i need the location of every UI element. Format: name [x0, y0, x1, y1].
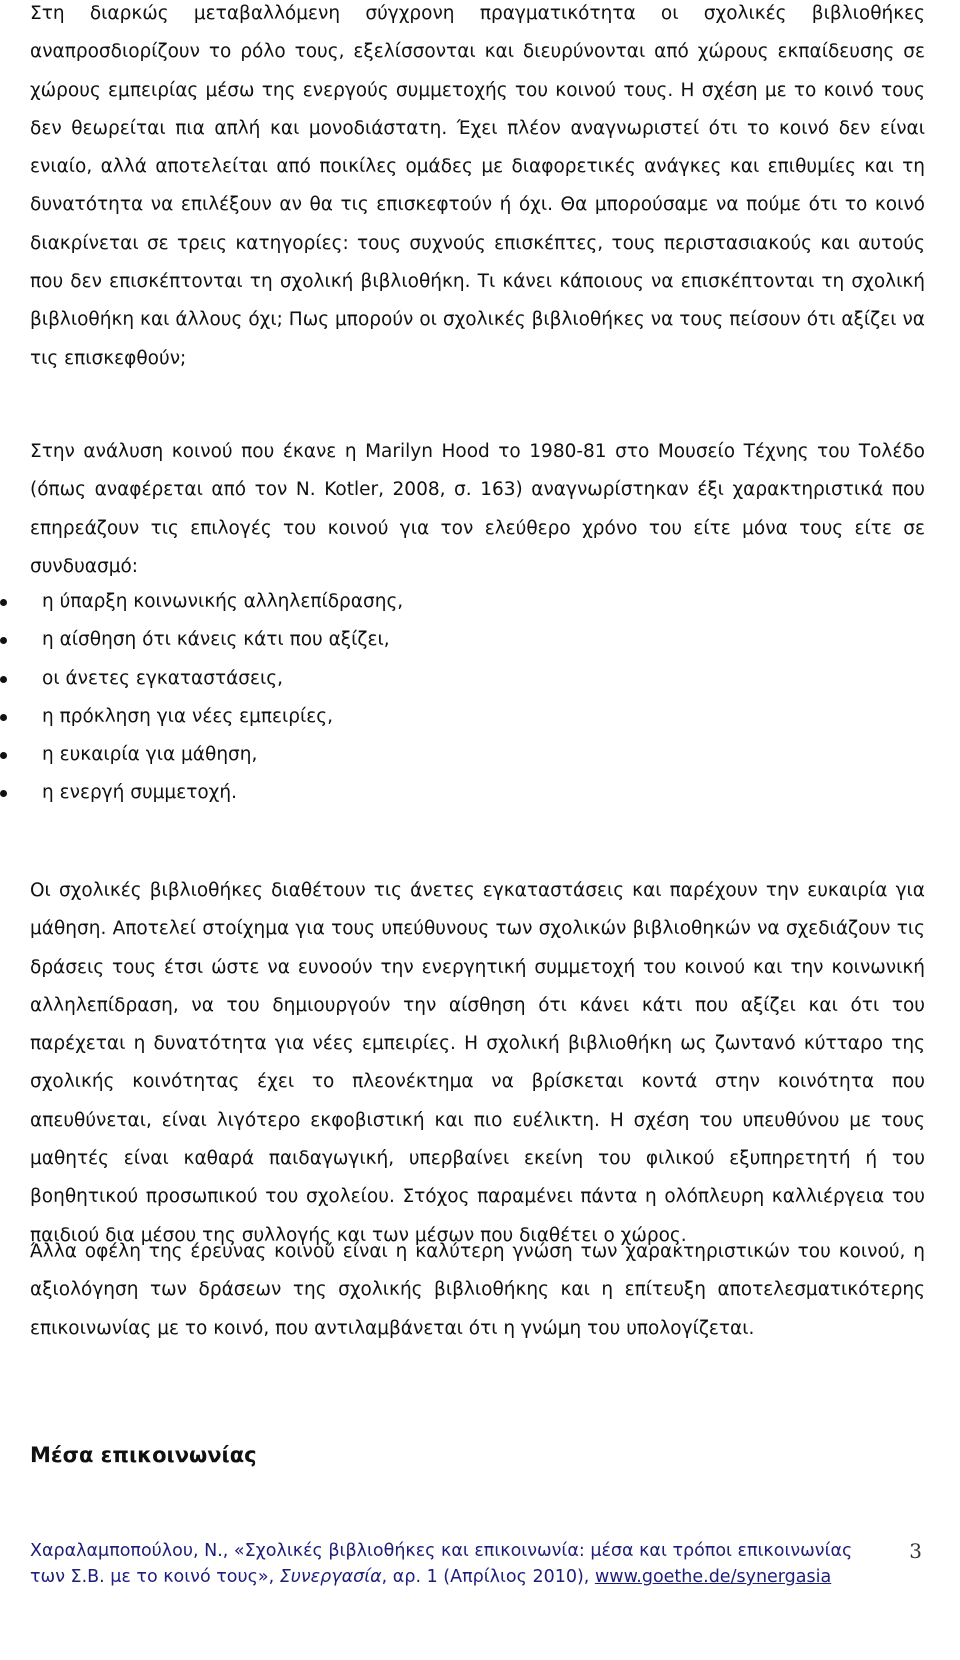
bullet-icon — [0, 790, 7, 797]
paragraph-hood-analysis: Στην ανάλυση κοινού που έκανε η Marilyn Hood το 1980-81 στο Μουσείο Τέχνης του Τολέδο (όπως αναφέρεται από τον N. Kotler, 2008, σ. 163) αναγνωρίστηκαν έξι χαρακτηριστικά που επηρεάζουν τις επιλογές του κοινού για τον ελεύθερο χρόνο του είτε μόνα τους είτε σε συνδυασμό: — [30, 441, 925, 577]
list-item — [30, 660, 925, 698]
paragraph-school-libraries: Οι σχολικές βιβλιοθήκες διαθέτουν τις άνετες εγκαταστάσεις και παρέχουν την ευκαιρία για μάθηση. Αποτελεί στοίχημα για τους υπεύθυνους των σχολικών βιβλιοθηκών να σχεδιάζουν τις δράσεις τους έτσι ώστε να ευνοούν την ενεργητική συμμετοχή του κοινού και την κοινωνική αλληλεπίδραση, να του δημιουργούν την αίσθηση ότι κάνει κάτι που αξίζει και ότι του παρέχεται η δυνατότητα για νέες εμπειρίες. Η σχολική βιβλιοθήκη ως ζωντανό κύτταρο της σχολικής κοινότητας έχει το πλεονέκτημα να βρίσκεται κοντά στην κοινότητα που απευθύνεται, είναι λιγότερο εκφοβιστική και πιο ευέλικτη. Η σχέση του υπευθύνου με τους μαθητές είναι καθαρά παιδαγωγική, υπερβαίνει εκείνη του φιλικού εξυπηρετητή ή του βοηθητικού προσωπικού του σχολείου. Στόχος παραμένει πάντα η ολόπλευρη καλλιέργεια του παιδιού δια μέσου της συλλογής και των μέσων που διαθέτει ο χώρος. — [30, 880, 925, 1246]
list-item-text: η ενεργή συμμετοχή. — [42, 782, 237, 804]
bullet-icon — [0, 676, 7, 683]
list-item-text: η ευκαιρία για μάθηση, — [42, 744, 258, 766]
footer-journal-title: Συνεργασία — [279, 1567, 382, 1587]
list-item-text: οι άνετες εγκαταστάσεις, — [42, 667, 284, 689]
footer-link[interactable]: www.goethe.de/synergasia — [594, 1567, 832, 1587]
bullet-icon — [0, 752, 7, 759]
section-heading: Μέσα επικοινωνίας — [30, 1443, 257, 1467]
list-item-text: η αίσθηση ότι κάνεις κάτι που αξίζει, — [42, 629, 390, 651]
page-footer — [30, 1538, 860, 1590]
list-item — [30, 774, 925, 812]
bullet-icon — [0, 714, 7, 721]
list-item-text: η πρόκληση για νέες εμπειρίες, — [42, 705, 333, 727]
characteristics-list — [30, 583, 925, 813]
paragraph-audience-relationship: Στη διαρκώς μεταβαλλόμενη σύγχρονη πραγματικότητα οι σχολικές βιβλιοθήκες αναπροσδιορίζουν το ρόλο τους, εξελίσσονται και διευρύνονται από χώρους εκπαίδευσης σε χώρους εμπειρίας μέσω της ενεργούς συμμετοχής του κοινού τους. Η σχέση με το κοινό τους δεν θεωρείται πια απλή και μονοδιάστατη. Έχει πλέον αναγνωριστεί ότι το κοινό δεν είναι ενιαίο, αλλά αποτελείται από ποικίλες ομάδες με διαφορετικές ανάγκες και επιθυμίες και τη δυνατότητα να επιλέξουν αν θα τις επισκεφτούν ή όχι. Θα μπορούσαμε να πούμε ότι το κοινό διακρίνεται σε τρεις κατηγορίες: τους συχνούς επισκέπτες, τους περιστασιακούς και αυτούς που δεν επισκέπτονται τη σχολική βιβλιοθήκη. Τι κάνει κάποιους να επισκέπτονται τη σχολική βιβλιοθήκη και άλλους όχι; Πως μπορούν οι σχολικές βιβλιοθήκες να τους πείσουν ότι αξίζει να τις επισκεφθούν; — [30, 3, 925, 369]
list-item — [30, 698, 925, 736]
page-number: 3 — [909, 1539, 922, 1563]
bullet-icon — [0, 637, 7, 644]
list-item — [30, 736, 925, 774]
footer-issue: , αρ. 1 (Απρίλιος 2010), — [381, 1567, 595, 1587]
list-item — [30, 583, 925, 621]
bullet-icon — [0, 599, 7, 606]
list-item — [30, 621, 925, 659]
paragraph-other-benefits: Άλλα οφέλη της έρευνας κοινού είναι η καλύτερη γνώση των χαρακτηριστικών του κοινού, η αξιολόγηση των δράσεων της σχολικής βιβλιοθήκης και η επίτευξη αποτελεσματικότερης επικοινωνίας με το κοινό, που αντιλαμβάνεται ότι η γνώμη του υπολογίζεται. — [30, 1241, 925, 1339]
list-item-text: η ύπαρξη κοινωνικής αλληλεπίδρασης, — [42, 591, 404, 612]
footer-citation: Χαραλαμποπούλου, Ν., «Σχολικές βιβλιοθήκες και επικοινωνία: μέσα και τρόποι επικοινωνίας των Σ.Β. με το κοινό τους», — [30, 1541, 853, 1587]
